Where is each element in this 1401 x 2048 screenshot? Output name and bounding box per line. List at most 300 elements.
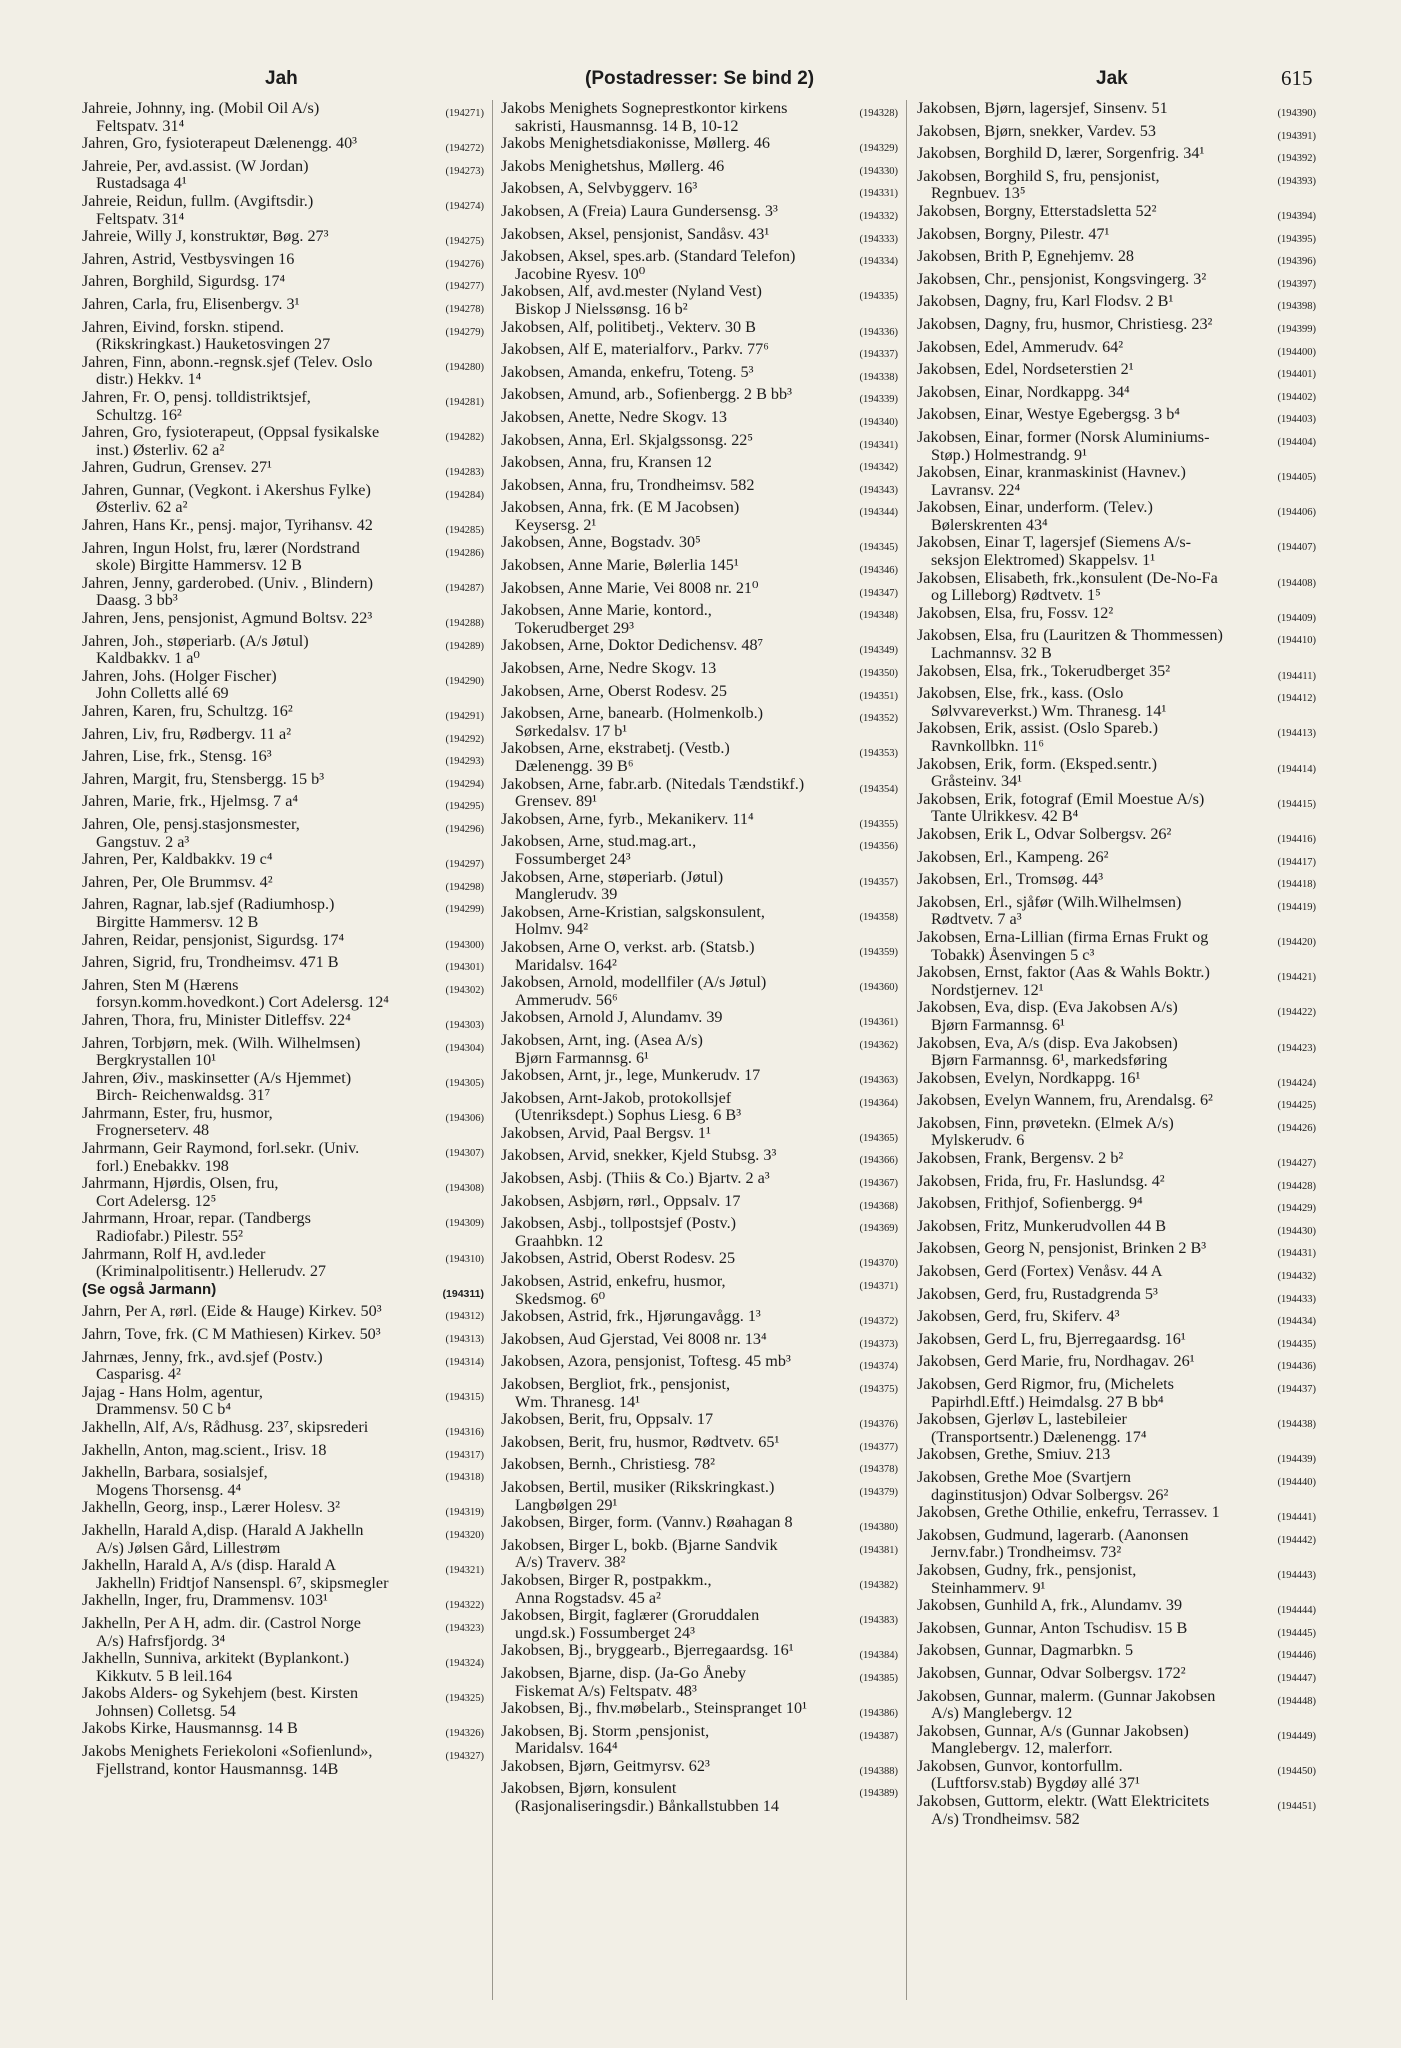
- entry-id: (194439): [1277, 1454, 1316, 1466]
- header-left-guideword: Jah: [265, 68, 298, 89]
- entry-id: (194363): [859, 1075, 898, 1087]
- entry-id: (194352): [859, 713, 898, 725]
- entry-id: (194425): [1277, 1100, 1316, 1112]
- entry-id: (194402): [1277, 391, 1316, 403]
- directory-entry: [501, 660, 900, 683]
- entry-text: Jakobsen, Arnold, modellfiler (A/s Jøtul) Ammerudv. 56⁶: [501, 973, 767, 1009]
- directory-entry: [501, 811, 900, 834]
- entry-id: (194413): [1277, 728, 1316, 740]
- entry-text: Jakobs Kirke, Hausmannsg. 14 B: [82, 1719, 298, 1738]
- directory-entry: [917, 293, 1318, 316]
- entry-id: (194276): [445, 258, 484, 270]
- entry-id: (194273): [445, 165, 484, 177]
- directory-entry: [501, 454, 900, 477]
- directory-entry: [501, 499, 900, 534]
- entry-text: Jakhelln, Barbara, sosialsjef, Mogens Thorsensg. 4⁴: [82, 1463, 268, 1499]
- entry-text: Jakobsen, Einar, Nordkappg. 34⁴: [917, 382, 1130, 401]
- directory-entry: [82, 100, 486, 135]
- entry-text: Jakobsen, Anette, Nedre Skogv. 13: [501, 407, 727, 426]
- entry-text: Jakobsen, Erl., Kampeng. 26²: [917, 847, 1109, 866]
- entry-id: (194275): [445, 236, 484, 248]
- entry-id: (194401): [1277, 369, 1316, 381]
- directory-entry: [501, 1353, 900, 1376]
- directory-entry: [82, 610, 486, 633]
- entry-id: (194354): [859, 783, 898, 795]
- directory-entry: [82, 251, 486, 274]
- directory-column-3: [906, 100, 1324, 2000]
- directory-entry: [82, 319, 486, 354]
- entry-text: Jahrnæs, Jenny, frk., avd.sjef (Postv.) Casparisg. 4²: [82, 1347, 323, 1384]
- directory-entry: [501, 1537, 900, 1572]
- entry-id: (194450): [1277, 1765, 1316, 1777]
- entry-text: Jahren, Hans Kr., pensj. major, Tyrihansv. 42: [82, 516, 373, 535]
- entry-text: Jakobsen, Alf E, materialforv., Parkv. 77⁶: [501, 340, 769, 359]
- directory-entry: [501, 1723, 900, 1758]
- entry-id: (194302): [445, 984, 484, 996]
- entry-text: Jakobsen, Arne, stud.mag.art., Fossumberget 24³: [501, 832, 697, 868]
- entry-text: Jahren, Gro, fysioterapeut, (Oppsal fysikalske inst.) Østerliv. 62 a²: [82, 423, 380, 459]
- directory-entry: [82, 1720, 486, 1743]
- directory-entry: [82, 540, 486, 575]
- directory-entry: [501, 1376, 900, 1411]
- entry-id: (194427): [1277, 1158, 1316, 1170]
- directory-entry: [501, 637, 900, 660]
- entry-id: (194412): [1277, 693, 1316, 705]
- directory-entry: [501, 683, 900, 706]
- directory-entry: [82, 668, 486, 703]
- entry-id: (194299): [445, 904, 484, 916]
- entry-id: (194387): [859, 1730, 898, 1742]
- entry-text: Jahren, Eivind, forskn. stipend. (Rikskringkast.) Hauketosvingen 27: [82, 317, 331, 354]
- entry-id: (194366): [859, 1155, 898, 1167]
- directory-entry: [917, 685, 1318, 720]
- entry-id: (194385): [859, 1672, 898, 1684]
- entry-text: Jakobsen, Birger L, bokb. (Bjarne Sandvik A/s) Traverv. 38²: [501, 1535, 778, 1572]
- directory-entry: [917, 999, 1318, 1034]
- directory-entry: [501, 740, 900, 775]
- directory-entry: [917, 168, 1318, 203]
- directory-entry: [917, 826, 1318, 849]
- entry-text: Jakobsen, Frank, Bergensv. 2 b²: [917, 1149, 1124, 1168]
- directory-entry: [82, 874, 486, 897]
- entry-text: Jakobsen, Eva, disp. (Eva Jakobsen A/s) Bjørn Farmannsg. 6¹: [917, 998, 1178, 1034]
- entry-id: (194409): [1277, 612, 1316, 624]
- entry-text: Jakobsen, Brith P, Egnehjemv. 28: [917, 247, 1135, 266]
- entry-text: Jakobsen, Asbj., tollpostsjef (Postv.) Graahbkn. 12: [501, 1214, 737, 1250]
- entry-text: Jakobsen, Anne Marie, Bølerlia 145¹: [501, 556, 739, 575]
- entry-id: (194316): [445, 1426, 484, 1438]
- entry-text: Jakobsen, Berit, fru, husmor, Rødtvetv. 65¹: [501, 1432, 780, 1451]
- entry-text: Jakobsen, Gudny, frk., pensjonist, Steinhammerv. 9¹: [917, 1560, 1137, 1597]
- directory-entry: [501, 248, 900, 283]
- directory-entry: [82, 1326, 486, 1349]
- entry-text: Jakobsen, Borgny, Etterstadsletta 52²: [917, 201, 1157, 220]
- directory-entry: [82, 1281, 486, 1304]
- entry-id: (194336): [859, 326, 898, 338]
- directory-entry: [501, 203, 900, 226]
- entry-id: (194325): [445, 1693, 484, 1705]
- entry-text: Jakobsen, Grethe Moe (Svartjern daginstitusjon) Odvar Solbergsv. 26²: [917, 1467, 1169, 1504]
- entry-id: (194370): [859, 1258, 898, 1270]
- entry-id: (194338): [859, 371, 898, 383]
- entry-id: (194434): [1277, 1316, 1316, 1328]
- entry-text: Jakhelln, Georg, insp., Lærer Holesv. 3²: [82, 1498, 340, 1517]
- entry-text: Jakobsen, Erl., Tromsøg. 44³: [917, 870, 1104, 889]
- entry-id: (194437): [1277, 1384, 1316, 1395]
- entry-text: Jakobsen, Evelyn Wannem, fru, Arendalsg. 6²: [917, 1091, 1213, 1110]
- entry-text: Jakobs Menighetshus, Møllerg. 46: [501, 156, 725, 175]
- entry-id: (194292): [445, 733, 484, 745]
- entry-id: (194295): [445, 801, 484, 813]
- entry-id: (194346): [859, 565, 898, 577]
- entry-id: (194274): [445, 200, 484, 212]
- entry-id: (194310): [445, 1253, 484, 1265]
- directory-entry: [501, 226, 900, 249]
- entry-id: (194281): [445, 396, 484, 408]
- entry-text: Jahrmann, Ester, fru, husmor, Frognerseterv. 48: [82, 1103, 273, 1140]
- entry-text: Jahreie, Reidun, fullm. (Avgiftsdir.) Feltspatv. 31⁴: [82, 191, 314, 228]
- entry-id: (194301): [445, 962, 484, 974]
- entry-id: (194411): [1277, 670, 1316, 682]
- entry-id: (194391): [1277, 130, 1316, 142]
- entry-id: (194342): [859, 462, 898, 474]
- entry-id: (194442): [1277, 1534, 1316, 1546]
- entry-id: (194337): [859, 349, 898, 361]
- entry-id: (194290): [445, 675, 484, 687]
- entry-id: (194303): [445, 1019, 484, 1031]
- entry-text: Jakobs Menighets Feriekoloni «Sofienlund», Fjellstrand, kontor Hausmannsg. 14B: [82, 1742, 373, 1778]
- entry-text: Jahren, Reidar, pensjonist, Sigurdsg. 17⁴: [82, 930, 345, 949]
- directory-entry: [917, 1446, 1318, 1469]
- entry-id: (194334): [859, 256, 898, 268]
- directory-entry: [917, 1376, 1318, 1411]
- entry-text: Jakobsen, Aksel, pensjonist, Sandåsv. 43¹: [501, 224, 770, 243]
- entry-text: Jahren, Lise, frk., Stensg. 16³: [82, 747, 272, 766]
- entry-text: Jakobsen, Alf, politibetj., Vekterv. 30 B: [501, 317, 756, 336]
- entry-id: (194378): [859, 1464, 898, 1476]
- entry-text: Jahrmann, Geir Raymond, forl.sekr. (Univ. forl.) Enebakkv. 198: [82, 1139, 360, 1175]
- entry-id: (194361): [859, 1017, 898, 1029]
- entry-id: (194297): [445, 859, 484, 871]
- entry-text: Jahren, Jenny, garderobed. (Univ. , Blindern) Daasg. 3 bb³: [82, 573, 373, 610]
- entry-text: Jahren, Margit, fru, Stensbergg. 15 b³: [82, 769, 325, 788]
- directory-entry: [917, 1035, 1318, 1070]
- entry-id: (194343): [859, 484, 898, 496]
- entry-text: Jakobsen, Borgny, Pilestr. 47¹: [917, 224, 1110, 243]
- entry-id: (194306): [445, 1112, 484, 1124]
- entry-id: (194369): [859, 1223, 898, 1235]
- entry-id: (194345): [859, 542, 898, 554]
- directory-entry: [82, 424, 486, 459]
- entry-text: Jahreie, Johnny, ing. (Mobil Oil A/s) Feltspatv. 31⁴: [82, 100, 320, 135]
- entry-id: (194399): [1277, 323, 1316, 335]
- entry-id: (194318): [445, 1472, 484, 1484]
- directory-columns: [78, 100, 1328, 2000]
- entry-text: Jakobs Menighetsdiakonisse, Møllerg. 46: [501, 134, 771, 153]
- directory-entry: [917, 1469, 1318, 1504]
- directory-entry: [501, 602, 900, 637]
- entry-id: (194291): [445, 711, 484, 722]
- entry-id: (194271): [445, 108, 484, 119]
- entry-text: Jahren, Per, Kaldbakkv. 19 c⁴: [82, 850, 273, 869]
- entry-id: (194447): [1277, 1672, 1316, 1684]
- entry-text: Jakobsen, Edel, Ammerudv. 64²: [917, 337, 1124, 356]
- entry-id: (194394): [1277, 210, 1316, 222]
- entry-id: (194339): [859, 394, 898, 406]
- entry-text: Jakobsen, Azora, pensjonist, Toftesg. 45 mb³: [501, 1352, 791, 1371]
- directory-entry: [82, 896, 486, 931]
- entry-text: Jakobsen, Erl., sjåfør (Wilh.Wilhelmsen) Rødtvetv. 7 a³: [917, 892, 1182, 929]
- entry-text: Jakobsen, Elisabeth, frk.,konsulent (De-No-Fa og Lilleborg) Rødtvetv. 1⁵: [917, 568, 1218, 605]
- entry-id: (194320): [445, 1529, 484, 1541]
- entry-text: Jakobsen, Erna-Lillian (firma Ernas Frukt og Tobakk) Åsenvingen 5 c³: [917, 927, 1209, 964]
- directory-entry: [917, 1092, 1318, 1115]
- entry-id: (194315): [445, 1391, 484, 1403]
- directory-entry: [82, 1499, 486, 1522]
- entry-text: Jahren, Gunnar, (Vegkont. i Akershus Fylke) Østerliv. 62 a²: [82, 480, 371, 517]
- entry-id: (194389): [859, 1788, 898, 1800]
- entry-text: Jakobsen, Arnt, ing. (Asea A/s) Bjørn Farmannsg. 6¹: [501, 1030, 703, 1067]
- entry-text: Jahrn, Per A, rørl. (Eide & Hauge) Kirkev. 50³: [82, 1302, 382, 1321]
- entry-id: (194296): [445, 823, 484, 835]
- entry-text: Jahren, Karen, fru, Schultzg. 16²: [82, 702, 293, 720]
- entry-text: Jakobsen, Asbjørn, rørl., Oppsalv. 17: [501, 1191, 741, 1210]
- entry-text: Jakobsen, Astrid, frk., Hjørungavågg. 1³: [501, 1307, 761, 1326]
- directory-entry: [501, 1273, 900, 1308]
- entry-text: Jakhelln, Alf, A/s, Rådhusg. 23⁷, skipsrederi: [82, 1417, 369, 1436]
- entry-id: (194289): [445, 640, 484, 652]
- entry-id: (194321): [445, 1565, 484, 1577]
- directory-entry: [917, 464, 1318, 499]
- directory-entry: [917, 226, 1318, 249]
- entry-text: Jakobsen, Bj. Storm ,pensjonist, Maridalsv. 164⁴: [501, 1721, 710, 1758]
- entry-id: (194328): [859, 108, 898, 119]
- entry-id: (194415): [1277, 798, 1316, 810]
- entry-text: Jakobsen, Grethe Othilie, enkefru, Terrassev. 1: [917, 1503, 1220, 1522]
- entry-id: (194419): [1277, 901, 1316, 913]
- directory-entry: [917, 756, 1318, 791]
- directory-entry: [501, 833, 900, 868]
- entry-text: Jahren, Johs. (Holger Fischer) John Colletts allé 69: [82, 666, 277, 703]
- entry-id: (194386): [859, 1708, 898, 1720]
- directory-entry: [917, 534, 1318, 569]
- directory-entry: [82, 158, 486, 193]
- entry-id: (194304): [445, 1042, 484, 1054]
- entry-text: Jakobsen, Gerd (Fortex) Venåsv. 44 A: [917, 1262, 1163, 1281]
- entry-id: (194282): [445, 432, 484, 444]
- entry-id: (194331): [859, 188, 898, 200]
- directory-entry: [917, 271, 1318, 294]
- directory-entry: [917, 429, 1318, 464]
- entry-text: Jakobsen, Arvid, snekker, Kjeld Stubsg. 3³: [501, 1146, 777, 1165]
- entry-id: (194353): [859, 748, 898, 760]
- directory-entry: [501, 1607, 900, 1642]
- entry-text: Jahren, Liv, fru, Rødbergv. 11 a²: [82, 724, 292, 743]
- entry-id: (194272): [445, 143, 484, 155]
- entry-text: Jakobsen, Bergliot, frk., pensjonist, Wm. Thranesg. 14¹: [501, 1375, 731, 1411]
- directory-entry: [917, 1688, 1318, 1723]
- directory-entry: [501, 1456, 900, 1479]
- entry-text: Jahreie, Willy J, konstruktør, Bøg. 27³: [82, 227, 329, 246]
- directory-entry: [917, 316, 1318, 339]
- directory-entry: [917, 964, 1318, 999]
- entry-id: (194383): [859, 1615, 898, 1627]
- directory-entry: [82, 1012, 486, 1035]
- entry-id: (194374): [859, 1361, 898, 1373]
- directory-entry: [917, 406, 1318, 429]
- entry-id: (194432): [1277, 1271, 1316, 1283]
- entry-text: Jakobsen, Gunnar, Odvar Solbergsv. 172²: [917, 1663, 1186, 1682]
- entry-id: (194446): [1277, 1650, 1316, 1662]
- entry-id: (194277): [445, 281, 484, 293]
- entry-id: (194420): [1277, 936, 1316, 948]
- entry-text: Jakobsen, Gerd, fru, Rustadgrenda 5³: [917, 1284, 1158, 1303]
- entry-id: (194393): [1277, 175, 1316, 187]
- entry-id: (194317): [445, 1449, 484, 1461]
- entry-id: (194284): [445, 489, 484, 501]
- directory-entry: [82, 771, 486, 794]
- directory-entry: [501, 1215, 900, 1250]
- entry-text: Jakobsen, Ernst, faktor (Aas & Wahls Boktr.) Nordstjernev. 12¹: [917, 963, 1210, 999]
- entry-text: Jakobsen, Gunnar, Dagmarbkn. 5: [917, 1641, 1134, 1660]
- entry-text: Jakhelln, Anton, mag.scient., Irisv. 18: [82, 1440, 327, 1459]
- directory-entry: [501, 1170, 900, 1193]
- entry-text: Jakobsen, Gunnar, malerm. (Gunnar Jakobsen A/s) Manglebergv. 12: [917, 1686, 1216, 1723]
- entry-text: Jakobsen, Anna, fru, Trondheimsv. 582: [501, 475, 755, 494]
- entry-id: (194449): [1277, 1730, 1316, 1742]
- directory-entry: [82, 1615, 486, 1650]
- directory-entry: [501, 580, 900, 603]
- entry-id: (194365): [859, 1132, 898, 1144]
- entry-id: (194392): [1277, 153, 1316, 165]
- entry-text: Jakobsen, Bjørn, konsulent (Rasjonaliseringsdir.) Bånkallstubben 14: [501, 1779, 779, 1816]
- entry-text: Jakobsen, Gunvor, kontorfullm. (Luftforsv.stab) Bygdøy allé 37¹: [917, 1756, 1140, 1793]
- entry-id: (194429): [1277, 1203, 1316, 1215]
- directory-entry: [82, 1743, 486, 1778]
- entry-text: Jahrmann, Rolf H, avd.leder (Kriminalpolitisentr.) Hellerudv. 27: [82, 1244, 327, 1281]
- entry-text: Jahrmann, Hjørdis, Olsen, fru, Cort Adelersg. 12⁵: [82, 1174, 279, 1210]
- directory-entry: [917, 1286, 1318, 1309]
- entry-text: Jakobsen, Frithjof, Sofienbergg. 9⁴: [917, 1194, 1143, 1213]
- directory-entry: [501, 1331, 900, 1354]
- directory-entry: [917, 627, 1318, 662]
- entry-text: Jakobsen, Anne Marie, kontord., Tokerudberget 29³: [501, 601, 712, 637]
- directory-entry: [82, 851, 486, 874]
- directory-entry: [917, 100, 1318, 123]
- directory-entry: [501, 477, 900, 500]
- entry-text: Jakobsen, Einar, kranmaskinist (Havnev.) Lavransv. 22⁴: [917, 463, 1186, 499]
- entry-text: Jakobsen, Gerd Rigmor, fru, (Michelets Papirhdl.Eftf.) Heimdalsg. 27 B bb⁴: [917, 1375, 1174, 1411]
- entry-text: Jakobsen, Gunnar, Anton Tschudisv. 15 B: [917, 1618, 1188, 1637]
- directory-entry: [917, 1150, 1318, 1173]
- directory-entry: [82, 389, 486, 424]
- directory-entry: [917, 663, 1318, 686]
- entry-text: Jakobs Alders- og Sykehjem (best. Kirsten Johnsen) Colletsg. 54: [82, 1684, 359, 1720]
- entry-text: Jakobsen, Anna, fru, Kransen 12: [501, 453, 712, 472]
- directory-entry: [82, 1592, 486, 1615]
- entry-id: (194286): [445, 547, 484, 559]
- directory-entry: [82, 354, 486, 389]
- entry-id: (194279): [445, 326, 484, 338]
- entry-text: Jakobsen, Dagny, fru, Karl Flodsv. 2 B¹: [917, 292, 1174, 311]
- entry-text: Jakobsen, Arne, banearb. (Holmenkolb.) Sørkedalsv. 17 b¹: [501, 704, 764, 740]
- entry-id: (194344): [859, 507, 898, 519]
- entry-text: Jakobsen, Einar T, lagersjef (Siemens A/s- seksjon Elektromed) Skappelsv. 1¹: [917, 533, 1192, 570]
- entry-text: Jakobsen, Arne, ekstrabetj. (Vestb.) Dælenengg. 39 B⁶: [501, 739, 730, 775]
- directory-entry: [82, 748, 486, 771]
- directory-entry: [917, 871, 1318, 894]
- directory-entry: [501, 1308, 900, 1331]
- entry-text: Jahren, Fr. O, pensj. tolldistriktsjef, Schultzg. 16²: [82, 387, 311, 424]
- entry-text: Jakobsen, Bernh., Christiesg. 78²: [501, 1455, 715, 1474]
- directory-entry: [917, 1115, 1318, 1150]
- entry-text: Jakobsen, Gunhild A, frk., Alundamv. 39: [917, 1596, 1183, 1615]
- directory-entry: [917, 1562, 1318, 1597]
- entry-id: (194422): [1277, 1007, 1316, 1019]
- entry-id: (194418): [1277, 879, 1316, 891]
- directory-entry: [501, 939, 900, 974]
- entry-id: (194380): [859, 1522, 898, 1534]
- directory-entry: [82, 575, 486, 610]
- directory-entry: [917, 1308, 1318, 1331]
- entry-text: Jakobsen, Elsa, fru, Fossv. 12²: [917, 603, 1114, 622]
- entry-text: Jakobsen, Alf, avd.mester (Nyland Vest) Biskop J Nielssønsg. 16 b²: [501, 282, 762, 318]
- entry-id: (194351): [859, 690, 898, 702]
- directory-entry: [917, 1723, 1318, 1758]
- directory-entry: [501, 1780, 900, 1815]
- directory-entry: [501, 776, 900, 811]
- entry-text: Jakobsen, Amanda, enkefru, Toteng. 5³: [501, 362, 754, 381]
- entry-text: Jahren, Øiv., maskinsetter (A/s Hjemmet) Birch- Reichenwaldsg. 31⁷: [82, 1068, 352, 1105]
- entry-id: (194333): [859, 233, 898, 245]
- directory-entry: [82, 703, 486, 726]
- entry-text: Jahren, Borghild, Sigurdsg. 17⁴: [82, 272, 286, 291]
- entry-id: (194408): [1277, 577, 1316, 589]
- entry-text: Jakobsen, Anna, Erl. Skjalgssonsg. 22⁵: [501, 430, 754, 449]
- directory-entry: [501, 1090, 900, 1125]
- directory-entry: [82, 135, 486, 158]
- entry-text: Jakobsen, Einar, former (Norsk Aluminiums- Støp.) Holmestrandg. 9¹: [917, 427, 1210, 464]
- directory-entry: [917, 1620, 1318, 1643]
- directory-entry: [82, 816, 486, 851]
- directory-entry: [917, 1263, 1318, 1286]
- entry-id: (194400): [1277, 346, 1316, 358]
- directory-entry: [82, 1464, 486, 1499]
- entry-id: (194323): [445, 1622, 484, 1634]
- directory-column-2: [492, 100, 906, 2000]
- entry-text: Jakobsen, Edel, Nordseterstien 2¹: [917, 360, 1134, 379]
- directory-entry: [82, 1349, 486, 1384]
- entry-text: Jakobsen, Gerd Marie, fru, Nordhagav. 26¹: [917, 1352, 1195, 1371]
- directory-entry: [917, 361, 1318, 384]
- directory-entry: [82, 633, 486, 668]
- entry-id: (194416): [1277, 833, 1316, 845]
- entry-id: (194356): [859, 841, 898, 853]
- entry-id: (194330): [859, 165, 898, 177]
- entry-id: (194357): [859, 876, 898, 888]
- entry-id: (194278): [445, 303, 484, 315]
- directory-entry: [82, 932, 486, 955]
- directory-entry: [501, 100, 900, 135]
- entry-text: (Se også Jarmann): [82, 1280, 217, 1298]
- entry-id: (194341): [859, 439, 898, 451]
- page-number: 615: [1281, 66, 1313, 90]
- entry-text: Jahren, Per, Ole Brummsv. 4²: [82, 872, 273, 891]
- entry-id: (194305): [445, 1077, 484, 1089]
- directory-entry: [82, 1442, 486, 1465]
- entry-id: (194332): [859, 210, 898, 222]
- entry-text: Jakobsen, Borghild D, lærer, Sorgenfrig. 34¹: [917, 144, 1205, 163]
